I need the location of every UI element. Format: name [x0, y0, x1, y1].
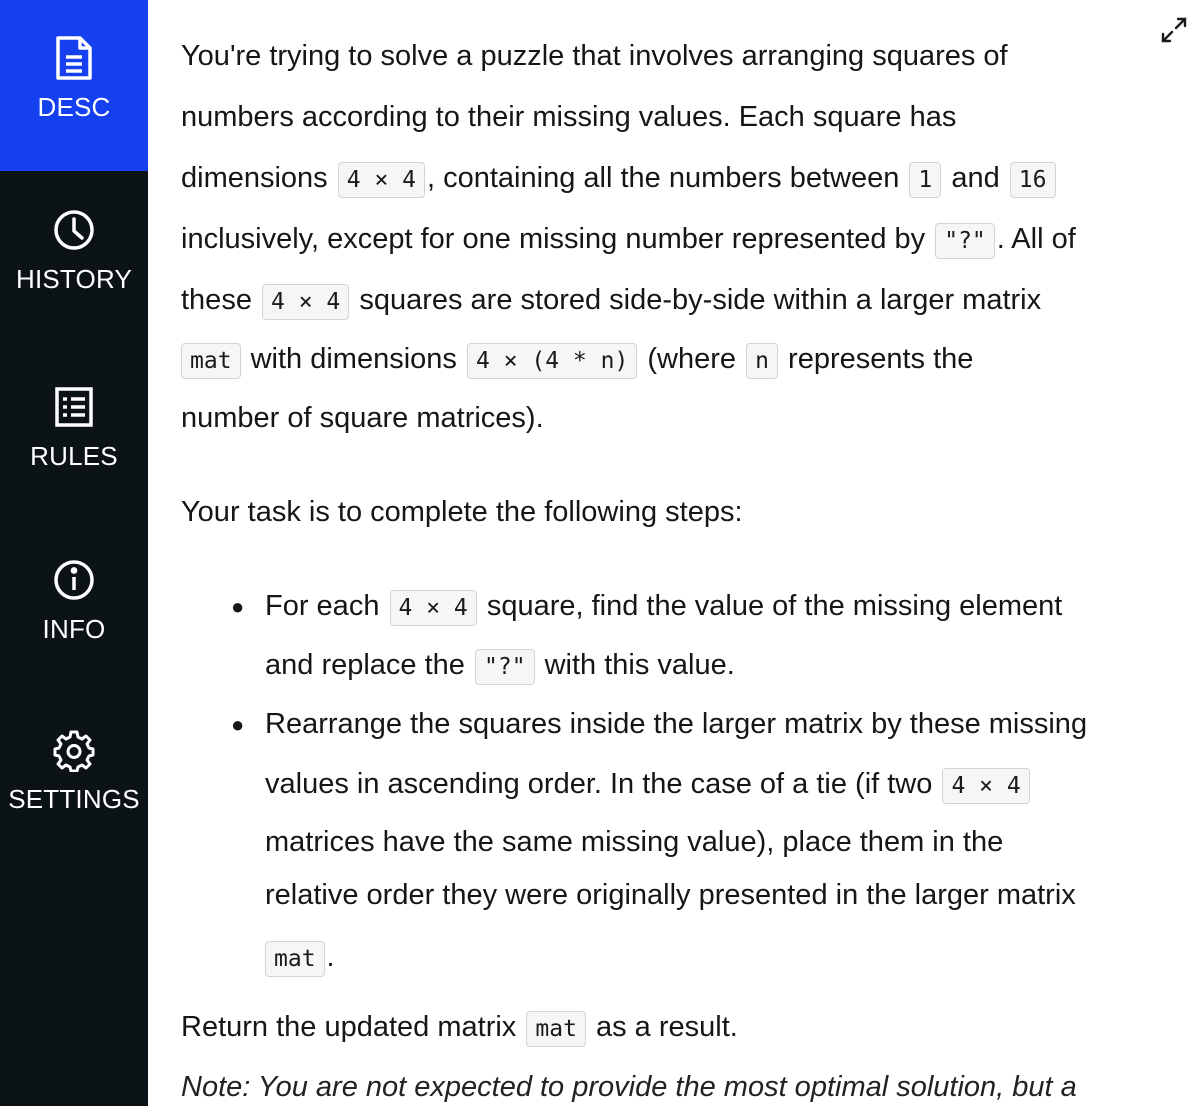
bullet-dot: ● — [231, 712, 245, 737]
list-item-continuation: values in ascending order. In the case of a tie (if two 4 × 4 — [265, 764, 1032, 804]
sidebar-item-label: DESC — [37, 92, 111, 122]
sidebar-item-settings[interactable] — [0, 728, 148, 815]
sidebar-item-label: INFO — [42, 614, 106, 644]
sidebar-item-rules[interactable] — [0, 385, 148, 472]
code-snippet: 4 × (4 * n) — [467, 343, 637, 379]
list-item-continuation: mat . — [265, 937, 335, 977]
sidebar-item-label: SETTINGS — [8, 784, 140, 814]
info-icon — [52, 558, 96, 602]
code-snippet: 4 × 4 — [390, 590, 477, 626]
description-line: numbers according to their missing values. Each square has — [181, 101, 957, 133]
document-icon — [52, 36, 96, 80]
description-line: these 4 × 4 squares are stored side-by-side within a larger matrix — [181, 280, 1041, 320]
list-item: For each 4 × 4 square, find the value of the missing element — [265, 586, 1062, 626]
expand-icon — [1160, 31, 1188, 48]
code-snippet: 16 — [1010, 162, 1056, 198]
note-line: Note: You are not expected to provide the most optimal solution, but a — [181, 1071, 1077, 1103]
description-line: mat with dimensions 4 × (4 * n) (where n represents the — [181, 339, 973, 379]
list-item-continuation: and replace the "?" with this value. — [265, 645, 735, 685]
code-snippet: n — [746, 343, 778, 379]
list-item-continuation: relative order they were originally presented in the larger matrix — [265, 879, 1076, 911]
code-snippet: "?" — [935, 223, 995, 259]
code-snippet: mat — [265, 941, 325, 977]
description-line: number of square matrices). — [181, 402, 544, 434]
description-line: inclusively, except for one missing number represented by "?" . All of — [181, 219, 1076, 259]
code-snippet: mat — [526, 1011, 586, 1047]
description-line: You're trying to solve a puzzle that involves arranging squares of — [181, 40, 1008, 72]
list-item: Rearrange the squares inside the larger matrix by these missing — [265, 708, 1088, 740]
list-item-continuation: matrices have the same missing value), place them in the — [265, 826, 1004, 858]
return-line: Return the updated matrix mat as a result. — [181, 1007, 738, 1047]
clock-icon — [52, 208, 96, 252]
list-icon — [52, 385, 96, 429]
sidebar-item-desc[interactable] — [0, 0, 148, 171]
sidebar-item-label: RULES — [30, 441, 118, 471]
sidebar-item-info[interactable] — [0, 558, 148, 645]
code-snippet: 4 × 4 — [942, 768, 1029, 804]
sidebar-item-history[interactable] — [0, 208, 148, 295]
code-snippet: 4 × 4 — [338, 162, 425, 198]
description-line: dimensions 4 × 4 , containing all the numbers between 1 and 16 — [181, 158, 1058, 198]
gear-icon — [52, 728, 96, 772]
sidebar-item-label: HISTORY — [15, 264, 133, 294]
sidebar — [0, 0, 148, 1106]
expand-button[interactable] — [1160, 16, 1188, 44]
code-snippet: 4 × 4 — [262, 284, 349, 320]
bullet-dot: ● — [231, 594, 245, 619]
code-snippet: mat — [181, 343, 241, 379]
code-snippet: "?" — [475, 649, 535, 685]
code-snippet: 1 — [909, 162, 941, 198]
task-intro: Your task is to complete the following steps: — [181, 496, 743, 528]
